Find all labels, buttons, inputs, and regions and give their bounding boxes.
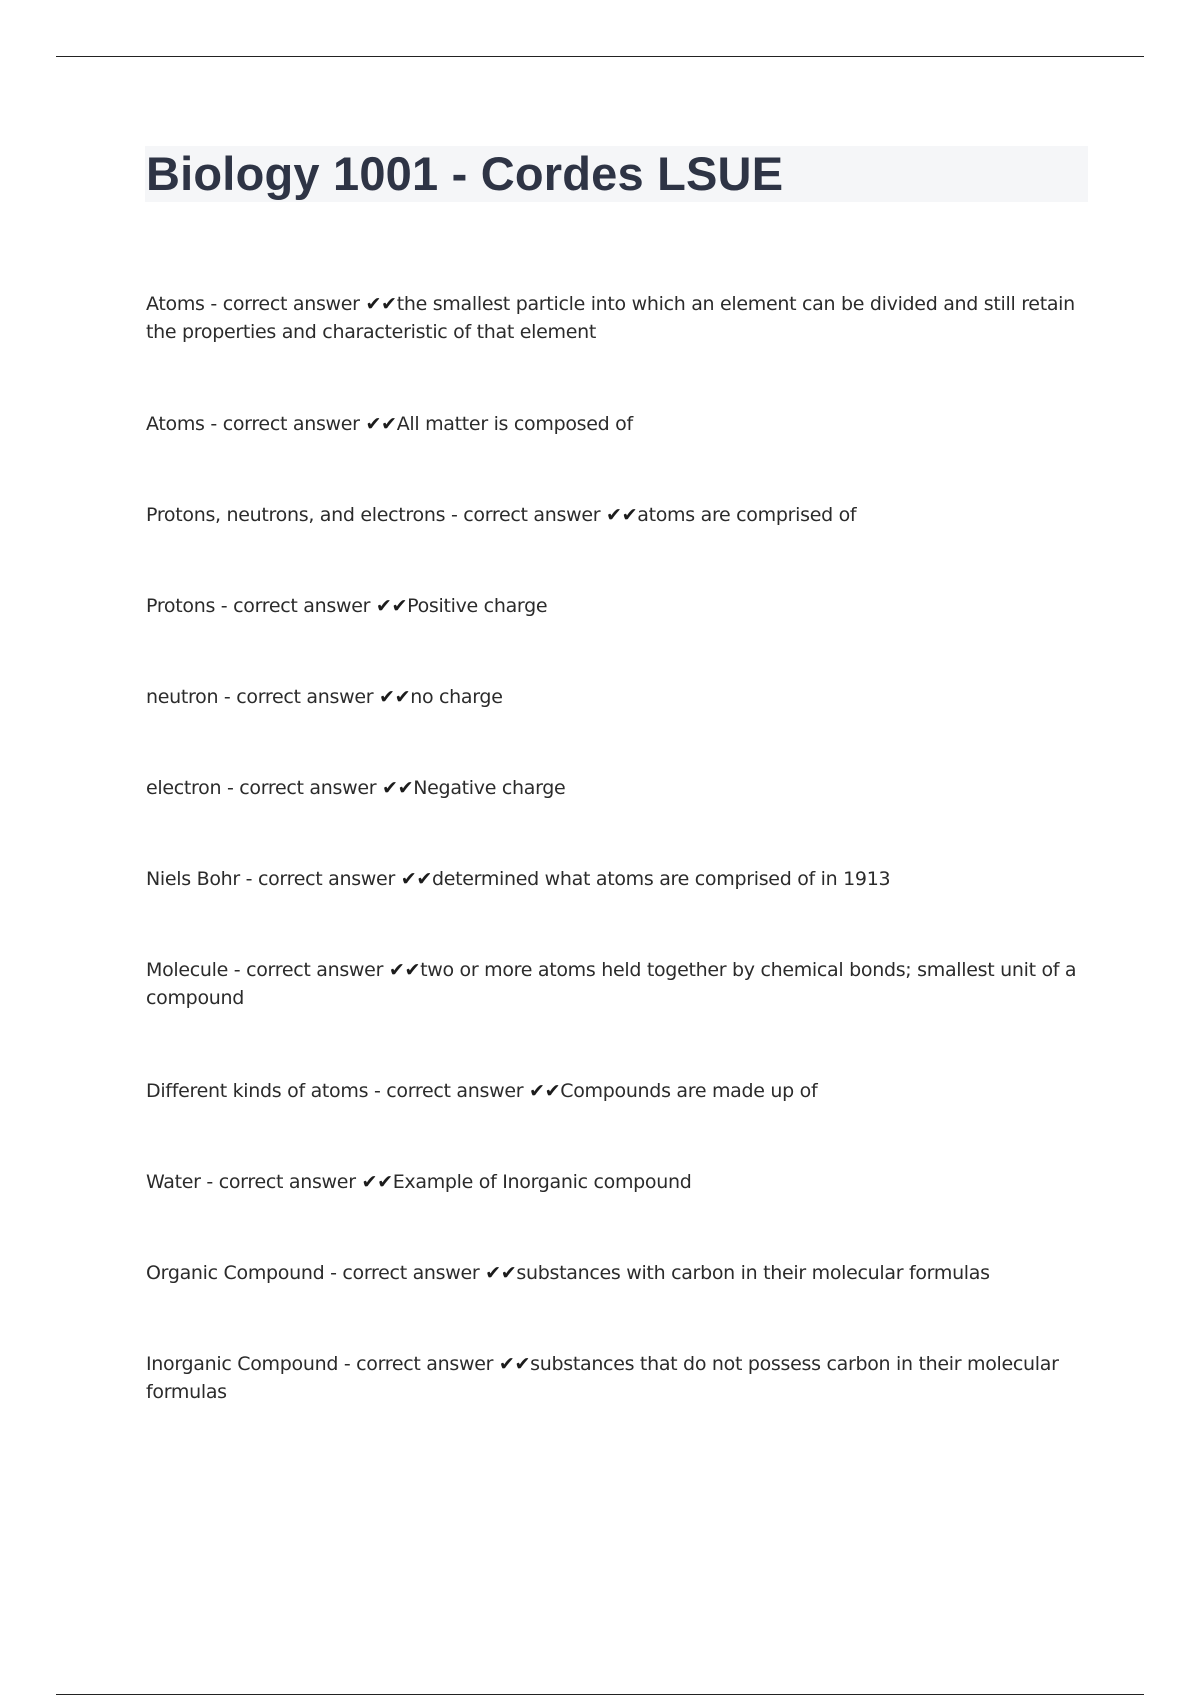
entry-definition: no charge — [410, 686, 503, 708]
entry-term: Different kinds of atoms — [146, 1080, 369, 1102]
flashcard-entry — [146, 1350, 1096, 1406]
bottom-rule — [56, 1694, 1144, 1695]
entry-definition: Compounds are made up of — [560, 1080, 818, 1102]
entry-term: Molecule — [146, 959, 229, 981]
entry-term: Atoms — [146, 293, 205, 315]
check-mark-icon: ✔✔ — [365, 413, 397, 435]
entry-term: electron — [146, 777, 222, 799]
flashcard-entry — [146, 290, 1096, 346]
flashcard-entry — [146, 865, 1096, 893]
check-mark-icon: ✔✔ — [498, 1353, 531, 1375]
entry-definition: two or more atoms held together by chemical bonds; smallest unit of a compound — [146, 959, 1077, 1009]
flashcard-entry — [146, 1077, 1096, 1105]
entry-separator: - correct answer — [204, 293, 366, 315]
entry-definition: determined what atoms are comprised of in 1913 — [431, 868, 891, 890]
entry-separator: - correct answer — [239, 868, 401, 890]
entry-term: Protons, neutrons, and electrons — [146, 504, 446, 526]
check-mark-icon: ✔✔ — [382, 777, 414, 799]
entry-definition: the smallest particle into which an element can be divided and still retain the properties and characteristic of that element — [146, 293, 1075, 343]
check-mark-icon: ✔✔ — [400, 868, 432, 890]
page-title: Biology 1001 - Cordes LSUE — [146, 147, 784, 200]
entry-separator: - correct answer — [200, 1171, 362, 1193]
entry-term: Inorganic Compound — [146, 1353, 339, 1375]
entry-term: Organic Compound — [146, 1262, 325, 1284]
entry-separator: - correct answer — [204, 413, 366, 435]
entry-term: Atoms — [146, 413, 205, 435]
flashcard-entry — [146, 683, 1096, 711]
check-mark-icon: ✔✔ — [528, 1080, 561, 1102]
flashcard-entry — [146, 956, 1096, 1012]
entry-separator: - correct answer — [215, 595, 376, 617]
entry-term: Niels Bohr — [146, 868, 240, 890]
entry-separator: - correct answer — [228, 959, 389, 981]
entry-separator: - correct answer — [445, 504, 606, 526]
entry-separator: - correct answer — [368, 1080, 529, 1102]
check-mark-icon: ✔✔ — [378, 686, 411, 708]
entry-separator: - correct answer — [324, 1262, 486, 1284]
flashcard-entry — [146, 410, 1096, 438]
check-mark-icon: ✔✔ — [361, 1171, 393, 1193]
entry-term: Water — [146, 1171, 201, 1193]
check-mark-icon: ✔✔ — [605, 504, 638, 526]
entry-separator: - correct answer — [221, 777, 382, 799]
check-mark-icon: ✔✔ — [375, 595, 408, 617]
entry-definition: substances with carbon in their molecular formulas — [516, 1262, 990, 1284]
check-mark-icon: ✔✔ — [388, 959, 421, 981]
check-mark-icon: ✔✔ — [485, 1262, 517, 1284]
entry-term: neutron — [146, 686, 219, 708]
flashcard-entry — [146, 1259, 1096, 1287]
flashcard-entry — [146, 774, 1096, 802]
entry-separator: - correct answer — [338, 1353, 499, 1375]
top-rule — [56, 56, 1144, 57]
entry-definition: Example of Inorganic compound — [392, 1171, 692, 1193]
entry-term: Protons — [146, 595, 216, 617]
entry-definition: atoms are comprised of — [637, 504, 857, 526]
entry-definition: All matter is composed of — [396, 413, 633, 435]
flashcard-entry — [146, 592, 1096, 620]
entry-definition: Negative charge — [413, 777, 566, 799]
check-mark-icon: ✔✔ — [365, 293, 397, 315]
flashcard-entry — [146, 1168, 1096, 1196]
entry-definition: substances that do not possess carbon in their molecular formulas — [146, 1353, 1059, 1403]
entry-separator: - correct answer — [218, 686, 379, 708]
entry-definition: Positive charge — [407, 595, 548, 617]
flashcard-entry — [146, 501, 1096, 529]
